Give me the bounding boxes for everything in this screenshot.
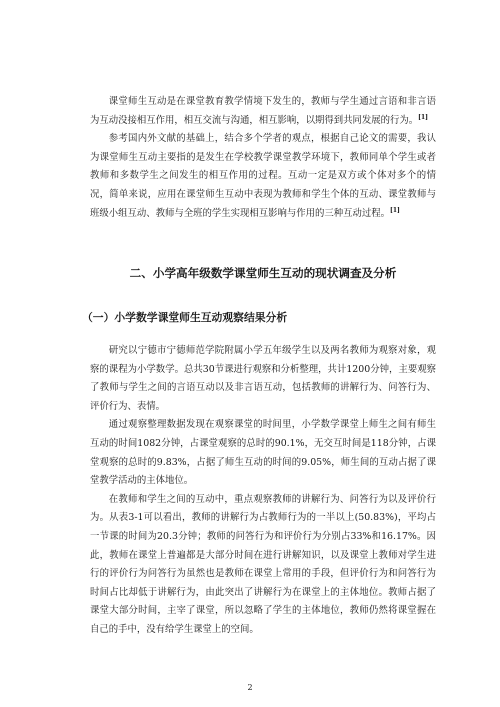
citation-marker: [1] — [418, 113, 428, 121]
paragraph-research-subjects: 研究以宁德市宁德师范学院附属小学五年级学生以及两名教师为观察对象，观察的课程为小学数学。总共30节课进行观察和分析整理，共计1200分钟，主要观察了教师与学生之间的言语互动以及非言语互动，包括教师的讲解行为、问答行为、评价行为、表情。 — [90, 345, 436, 412]
subsection-heading: （一）小学数学课堂师生互动观察结果分析 — [82, 311, 288, 324]
findings-text-block — [90, 342, 436, 640]
paragraph-definition: 课堂师生互动是在课堂教育教学情境下发生的，教师与学生通过言语和非言语为互动没接相互作用，相互交流与沟通，相互影响，以期得到共同发展的行为。[1] — [90, 96, 436, 126]
page-number: 2 — [247, 683, 253, 692]
paragraph-teacher-behaviors: 在教师和学生之间的互动中，重点观察教师的讲解行为、问答行为以及评价行为。从表3-1可以看出，教师的讲解行为占教师行为的一半以上(50.83%)，平均占一节课的时间为20.3分钟；教师的问答行为和评价行为分别占33%和16.17%。因此，教师在课堂上普遍都是大部分时间在进行讲解知识，以及课堂上教师对学生进行的评价行为问答行为虽然也是教师在课堂上常用的手段，但评价行为和问答行为时间占比却低于讲解行为，由此突出了讲解行为在课堂上的主体地位。教师占据了课堂大部分时间，主宰了课堂，所以忽略了学生的主体地位，教师仍然将课堂握在自己的手中，没有给学生课堂上的空间。 — [90, 493, 436, 635]
paragraph-interaction-time: 通过观察整理数据发现在观察课堂的时间里，小学数学课堂上师生之间有师生互动的时间1082分钟，占课堂观察的总时的90.1%，无交互时间是118分钟，占课堂观察的总时的9.83%，占据了师生互动的时间的9.05%，师生间的互动占据了课堂教学活动的主体地位。 — [90, 419, 436, 487]
section-heading: 二、小学高年级数学课堂师生互动的现状调查及分析 — [129, 266, 397, 280]
intro-text-block — [90, 93, 436, 223]
citation-marker: [1] — [390, 206, 400, 214]
paragraph-literature-review: 参考国内外文献的基础上，结合多个学者的观点，根据自己论文的需要，我认为课堂师生互动主要指的是发生在学校教学课堂教学环境下，教师同单个学生或者教师和多数学生之间发生的相互作用的过程。互动一定是双方或个体对多个的情况，简单来说，应用在课堂师生互动中表现为教师和学生个体的互动、课堂教师与班级小组互动、教师与全班的学生实现相互影响与作用的三种互动过程。[1] — [90, 133, 436, 219]
